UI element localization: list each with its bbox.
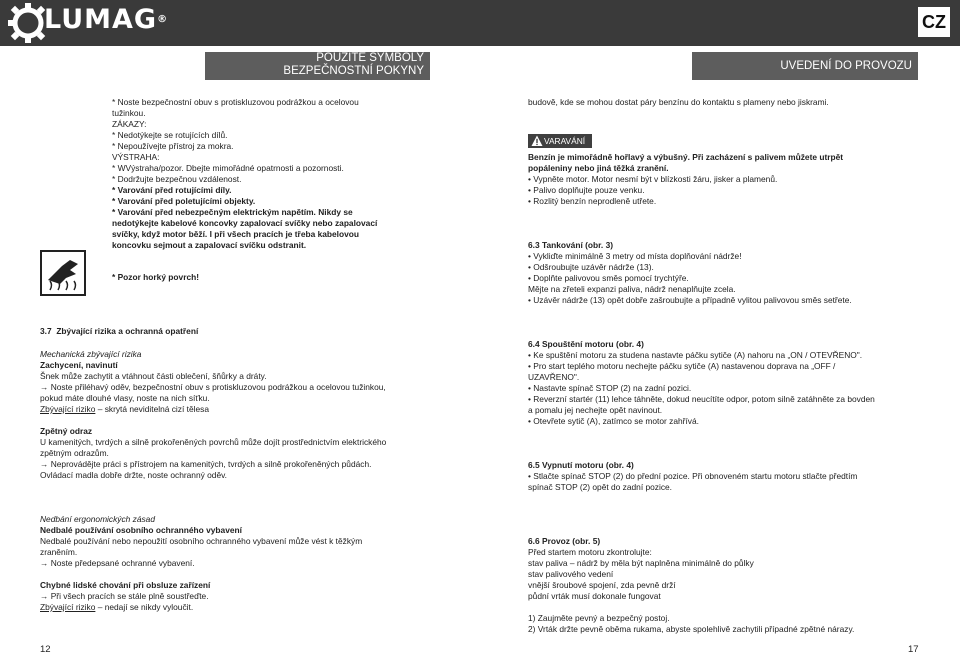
text-line: stav palivového vedení: [528, 569, 614, 579]
text-line: budově, kde se mohou dostat páry benzínu do kontaktu s plameny nebo jiskrami.: [528, 97, 829, 107]
mech-heading: Mechanická zbývající rizika: [40, 349, 142, 359]
section-number: 3.7: [40, 326, 52, 336]
section-6-5-title: 6.5 Vypnutí motoru (obr. 4): [528, 460, 634, 470]
text-line: vnější šroubové spojení, zda pevně drží: [528, 580, 676, 590]
warning-triangle-icon: [531, 135, 543, 147]
symbol-heading: ZÁKAZY:: [112, 119, 147, 129]
symbol-line: * Varování před rotujícími díly.: [112, 185, 232, 195]
warning-bold-line: popáleniny nebo jiná těžká zranění.: [528, 163, 669, 173]
text-line: → Noste předepsané ochranné vybavení.: [40, 558, 195, 568]
section-title-text: Provoz (obr. 5): [541, 536, 601, 546]
symbol-line: * Varování před poletujícími objekty.: [112, 196, 256, 206]
list-item: • Uzávěr nádrže (13) opět dobře zašroubujte a případně vylitou palivovou směs setřete.: [528, 295, 852, 305]
symbol-line: * Nepoužívejte přístroj za mokra.: [112, 141, 234, 151]
text-line: → Neprovádějte práci s přístrojem na kamenitých, tvrdých a silně prokořeněných půdách.: [40, 459, 372, 469]
list-item: • Pro start teplého motoru nechejte páčku sytiče (A) nastavenou doprava na „OFF /: [528, 361, 836, 371]
numbered-item: 1) Zaujměte pevný a bezpečný postoj.: [528, 613, 670, 623]
symbol-line: * Nedotýkejte se rotujících dílů.: [112, 130, 228, 140]
symbol-line: nedotýkejte kabelové koncovky zapalovací svíčky nebo zapalovací: [112, 218, 378, 228]
brand-logo: [44, 5, 168, 35]
list-item: a pomalu jej nechejte opět navinout.: [528, 405, 663, 415]
hot-surface-icon: [40, 250, 86, 296]
residual-risk-label: Zbývající riziko: [40, 404, 96, 414]
left-header-line-2: BEZPEČNOSTNÍ POKYNY: [283, 65, 424, 77]
text-line: pokud máte dlouhé vlasy, noste na nich síťku.: [40, 393, 210, 403]
left-header-line-1: POUŽITÉ SYMBOLY: [316, 52, 424, 64]
kickback-heading: Zpětný odraz: [40, 426, 93, 436]
page-number-left: 12: [40, 644, 51, 655]
symbol-line: * Noste bezpečnostní obuv s protiskluzovou podrážkou a ocelovou: [112, 97, 359, 107]
text-line: stav paliva – nádrž by měla být naplněna minimálně do půlky: [528, 558, 754, 568]
list-item: • Nastavte spínač STOP (2) na zadní pozici.: [528, 383, 692, 393]
list-item: • Odšroubujte uzávěr nádrže (13).: [528, 262, 654, 272]
entangle-heading: Zachycení, navinutí: [40, 360, 118, 370]
numbered-item: 2) Vrták držte pevně oběma rukama, abyste spolehlivě zachytili případné zpětné nárazy.: [528, 624, 855, 634]
text-line: Šnek může zachytit a vtáhnout části oblečení, šňůrky a dráty.: [40, 371, 267, 381]
symbol-line: * Varování před nebezpečným elektrickým napětím. Nikdy se: [112, 207, 353, 217]
text-line: půdní vrták musí dokonale fungovat: [528, 591, 661, 601]
symbol-line: * Pozor horký povrch!: [112, 272, 200, 282]
ppe-heading: Nedbalé používání osobního ochranného vybavení: [40, 525, 242, 535]
section-6-4-title: 6.4 Spouštění motoru (obr. 4): [528, 339, 644, 349]
section-3-7-title: [40, 326, 198, 337]
brand-registered: ®: [157, 14, 169, 25]
text-line: U kamenitých, tvrdých a silně prokořeněných povrchů může dojít prostřednictvím elektrického: [40, 437, 387, 447]
list-item: • Reverzní startér (11) lehce táhněte, dokud neucítíte odpor, potom silně zatáhněte za bovden: [528, 394, 875, 404]
residual-risk-line: [40, 602, 193, 613]
residual-risk-line: [40, 404, 209, 415]
section-number: 6.6: [528, 536, 540, 546]
brand-name: LUMAG: [44, 4, 158, 35]
text-line: Ovládací madla dobře držte, noste ochranný oděv.: [40, 470, 227, 480]
symbol-line: * Dodržujte bezpečnou vzdálenost.: [112, 174, 242, 184]
warning-label: [528, 134, 592, 148]
warning-item: • Palivo doplňujte pouze venku.: [528, 185, 645, 195]
page-number-right: 17: [908, 644, 919, 655]
symbol-heading: VÝSTRAHA:: [112, 152, 160, 162]
list-item: • Doplňte palivovou směs pomocí trychtýře.: [528, 273, 689, 283]
symbol-line: tužinkou.: [112, 108, 146, 118]
text-line: Před startem motoru zkontrolujte:: [528, 547, 652, 557]
residual-risk-text: – nedají se nikdy vyloučit.: [95, 602, 194, 612]
right-section-header: [692, 52, 918, 80]
list-item: UZAVŘENO".: [528, 372, 580, 382]
list-item: spínač STOP (2) opět do zadní pozice.: [528, 482, 673, 492]
list-item: Mějte na zřeteli expanzi paliva, nádrž nenaplňujte zcela.: [528, 284, 736, 294]
symbol-line: svíčky, když motor běží. I při všech pracích je třeba kabelovou: [112, 229, 360, 239]
right-header-title: UVEDENÍ DO PROVOZU: [780, 60, 912, 72]
section-6-6-title: [528, 536, 600, 547]
text-line: zpětným odrazům.: [40, 448, 109, 458]
list-item: • Otevřete sytič (A), zatímco se motor zahřívá.: [528, 416, 699, 426]
human-heading: Chybné lidské chování při obsluze zařízení: [40, 580, 211, 590]
residual-risk-label: Zbývající riziko: [40, 602, 96, 612]
warning-bold-line: Benzín je mimořádně hořlavý a výbušný. Při zacházení s palivem můžete utrpět: [528, 152, 844, 162]
text-line: zraněním.: [40, 547, 78, 557]
section-6-3-title: 6.3 Tankování (obr. 3): [528, 240, 614, 250]
text-line: Nedbalé používání nebo nepoužití osobního ochranného vybavení může vést k těžkým: [40, 536, 363, 546]
residual-risk-text: – skrytá neviditelná cizí tělesa: [95, 404, 209, 414]
symbol-line: koncovku sejmout a zapalovací svíčku odstranit.: [112, 240, 307, 250]
text-line: → Při všech pracích se stále plně soustřeďte.: [40, 591, 209, 601]
section-title-text: Zbývající rizika a ochranná opatření: [56, 326, 199, 336]
text-line: → Noste přiléhavý oděv, bezpečnostní obuv s protiskluzovou podrážkou a ocelovou tužinkou,: [40, 382, 386, 392]
warning-label-text: VARAVÁNÍ: [544, 136, 586, 146]
list-item: • Stlačte spínač STOP (2) do přední pozice. Při obnoveném startu motoru stlačte předtím: [528, 471, 858, 481]
list-item: • Vykliďte minimálně 3 metry od místa doplňování nádrže!: [528, 251, 742, 261]
language-badge: CZ: [918, 7, 950, 37]
warning-item: • Vypněte motor. Motor nesmí být v blízkosti žáru, jisker a plamenů.: [528, 174, 778, 184]
list-item: • Ke spuštění motoru za studena nastavte páčku sytiče (A) nahoru na „ON / OTEVŘENO".: [528, 350, 863, 360]
top-bar: [0, 0, 960, 46]
left-section-header: [205, 52, 430, 80]
symbol-line: * WVýstraha/pozor. Dbejte mimořádné opatrnosti a pozornosti.: [112, 163, 344, 173]
warning-item: • Rozlitý benzín neprodleně utřete.: [528, 196, 657, 206]
ergo-heading: Nedbání ergonomických zásad: [40, 514, 155, 524]
